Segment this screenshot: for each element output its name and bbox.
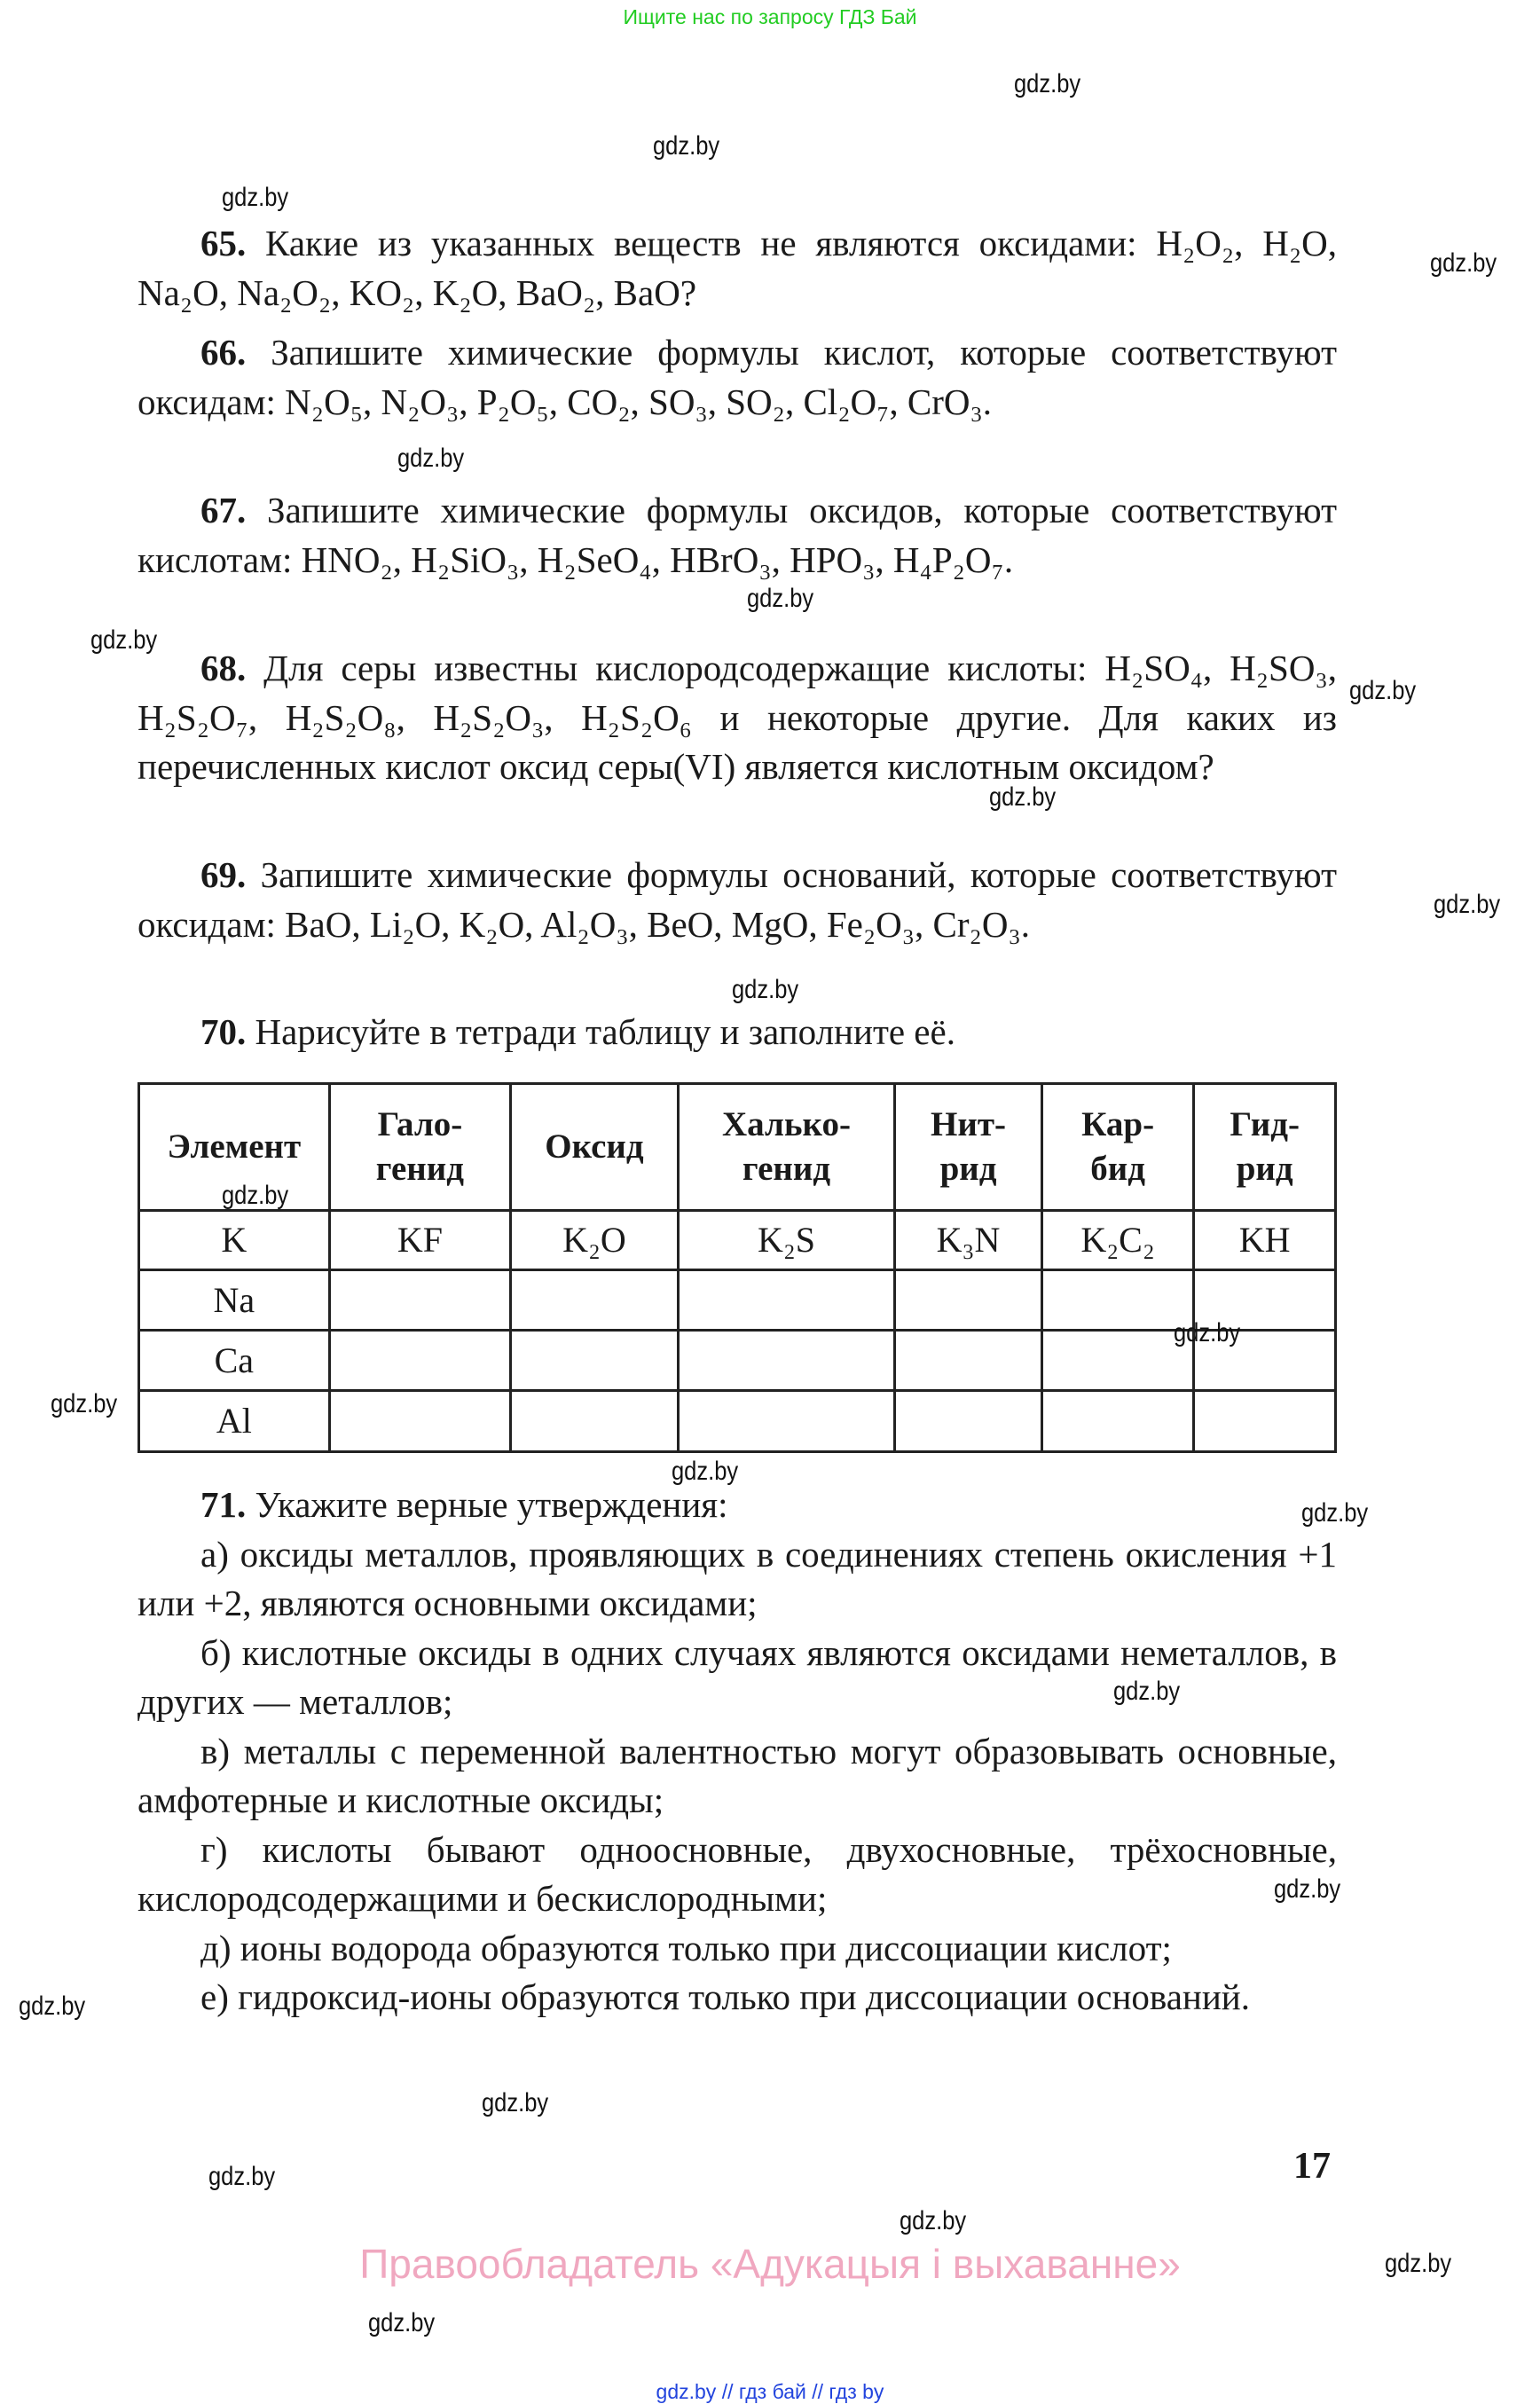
table-cell: Al <box>139 1391 330 1452</box>
table-cell <box>511 1270 679 1331</box>
task-66 <box>138 328 1337 427</box>
table-cell <box>895 1331 1042 1391</box>
watermark: gdz.by <box>1301 1498 1369 1528</box>
table-cell <box>895 1270 1042 1331</box>
watermark: gdz.by <box>732 975 799 1004</box>
watermark: gdz.by <box>1113 1677 1181 1706</box>
watermark: gdz.by <box>208 2162 276 2191</box>
task-text: Какие из указанных веществ не являются оксидами: H₂O₂, H₂O, Na₂O, Na₂O₂, KO₂, K₂O, BaO₂, BaO? <box>138 223 1337 313</box>
watermark: gdz.by <box>900 2206 967 2235</box>
table-cell <box>678 1270 894 1331</box>
table-cell: K <box>139 1211 330 1270</box>
watermark: gdz.by <box>222 183 289 212</box>
statement-d: г) кислоты бывают одноосновные, двухосновные, трёхосновные, кислородсодержащими и бескислородными; <box>138 1828 1337 1919</box>
table-cell: Ca <box>139 1331 330 1391</box>
table-cell <box>1194 1391 1336 1452</box>
watermark: gdz.by <box>672 1457 739 1486</box>
table-row <box>139 1270 1336 1331</box>
header-cell: Халько- генид <box>678 1084 894 1211</box>
watermark: gdz.by <box>1385 2249 1452 2278</box>
task-65 <box>138 219 1337 318</box>
watermark: gdz.by <box>90 625 158 655</box>
header-cell: Кар- бид <box>1041 1084 1194 1211</box>
task-67 <box>138 486 1337 585</box>
table-cell <box>329 1391 510 1452</box>
table-cell <box>329 1331 510 1391</box>
statement-e: д) ионы водорода образуются только при диссоциации кислот; <box>200 1927 1172 1968</box>
header-cell: Нит- рид <box>895 1084 1042 1211</box>
table-cell <box>1041 1270 1194 1331</box>
table-cell: K₃N <box>895 1211 1042 1270</box>
table-cell: K₂O <box>511 1211 679 1270</box>
watermark: gdz.by <box>1349 676 1417 705</box>
task-number: 71. <box>200 1484 247 1525</box>
watermark: gdz.by <box>1430 248 1497 278</box>
task-text: Запишите химические формулы кислот, которые соответствуют оксидам: N₂O₅, N₂O₃, P₂O₅, CO₂, SO₃, SO₂, Cl₂O₇, CrO₃. <box>138 332 1337 422</box>
task-number: 65. <box>200 223 247 263</box>
watermark: gdz.by <box>51 1389 118 1418</box>
watermark: gdz.by <box>1274 1874 1341 1904</box>
table-cell: K₂C₂ <box>1041 1211 1194 1270</box>
statement-f: е) гидроксид-ионы образуются только при диссоциации оснований. <box>200 1976 1250 2017</box>
statement-c: в) металлы с переменной валентностью могут образовывать основные, амфотерные и кислотные оксиды; <box>138 1730 1337 1820</box>
watermark: gdz.by <box>1434 890 1501 919</box>
statement-b: б) кислотные оксиды в одних случаях являются оксидами неметаллов, в других — металлов; <box>138 1631 1337 1722</box>
task-text: Нарисуйте в тетради таблицу и заполните её. <box>246 1011 955 1052</box>
compounds-table <box>138 1082 1337 1453</box>
watermark: gdz.by <box>1014 69 1081 98</box>
table-cell <box>1041 1331 1194 1391</box>
page-number: 17 <box>1293 2146 1331 2187</box>
watermark: gdz.by <box>222 1181 289 1210</box>
table-row <box>139 1331 1336 1391</box>
task-69 <box>138 851 1337 949</box>
table-cell <box>895 1391 1042 1452</box>
table-header-row <box>139 1084 1336 1211</box>
table-row <box>139 1211 1336 1270</box>
table-cell <box>1041 1391 1194 1452</box>
watermark: gdz.by <box>368 2308 436 2337</box>
table-cell: KH <box>1194 1211 1336 1270</box>
task-number: 69. <box>200 854 247 895</box>
task-number: 66. <box>200 332 247 373</box>
watermark: gdz.by <box>1174 1318 1241 1347</box>
table-row <box>139 1391 1336 1452</box>
header-cell: Оксид <box>511 1084 679 1211</box>
table-cell <box>678 1331 894 1391</box>
task-number: 67. <box>200 490 247 530</box>
table-cell <box>329 1270 510 1331</box>
watermark: gdz.by <box>482 2088 549 2117</box>
task-70 <box>138 1008 1337 1057</box>
watermark: gdz.by <box>989 782 1057 812</box>
statement-a: а) оксиды металлов, проявляющих в соединениях степень окисления +1 или +2, являются основными оксидами; <box>138 1533 1337 1623</box>
footer-links[interactable]: gdz.by // гдз бай // гдз by <box>656 2380 884 2403</box>
table-cell <box>511 1331 679 1391</box>
task-text: Запишите химические формулы оксидов, которые соответствуют кислотам: HNO₂, H₂SiO₃, H₂SeO₄, HBrO₃, HPO₃, H₄P₂O₇. <box>138 490 1337 580</box>
task-68 <box>138 644 1337 792</box>
header-cell: Гид- рид <box>1194 1084 1336 1211</box>
watermark: gdz.by <box>747 584 814 613</box>
watermark: gdz.by <box>397 444 465 473</box>
table-cell: K₂S <box>678 1211 894 1270</box>
search-hint: Ищите нас по запросу ГДЗ Бай <box>623 5 917 28</box>
header-cell: Гало- генид <box>329 1084 510 1211</box>
task-text: Для серы известны кислородсодержащие кислоты: H₂SO₄, H₂SO₃, H₂S₂O₇, H₂S₂O₈, H₂S₂O₃, H₂S₂O₆ и некоторые другие. Для каких из перечисленных кислот оксид серы(VI) является кислотным оксидом? <box>138 648 1337 787</box>
table-cell: KF <box>329 1211 510 1270</box>
task-text: Запишите химические формулы оснований, которые соответствуют оксидам: BaO, Li₂O, K₂O, Al₂O₃, BeO, MgO, Fe₂O₃, Cr₂O₃. <box>138 854 1337 945</box>
task-71 <box>138 1481 1337 2023</box>
copyright-notice: Правообладатель «Адукацыя і выхаванне» <box>359 2241 1181 2287</box>
watermark: gdz.by <box>19 1992 86 2021</box>
task-number: 68. <box>200 648 247 688</box>
table-cell: Na <box>139 1270 330 1331</box>
header-cell: Элемент <box>139 1084 330 1211</box>
task-number: 70. <box>200 1011 247 1052</box>
table-cell <box>678 1391 894 1452</box>
table-cell <box>511 1391 679 1452</box>
watermark: gdz.by <box>653 131 720 161</box>
task-text: Укажите верные утверждения: <box>246 1484 728 1525</box>
